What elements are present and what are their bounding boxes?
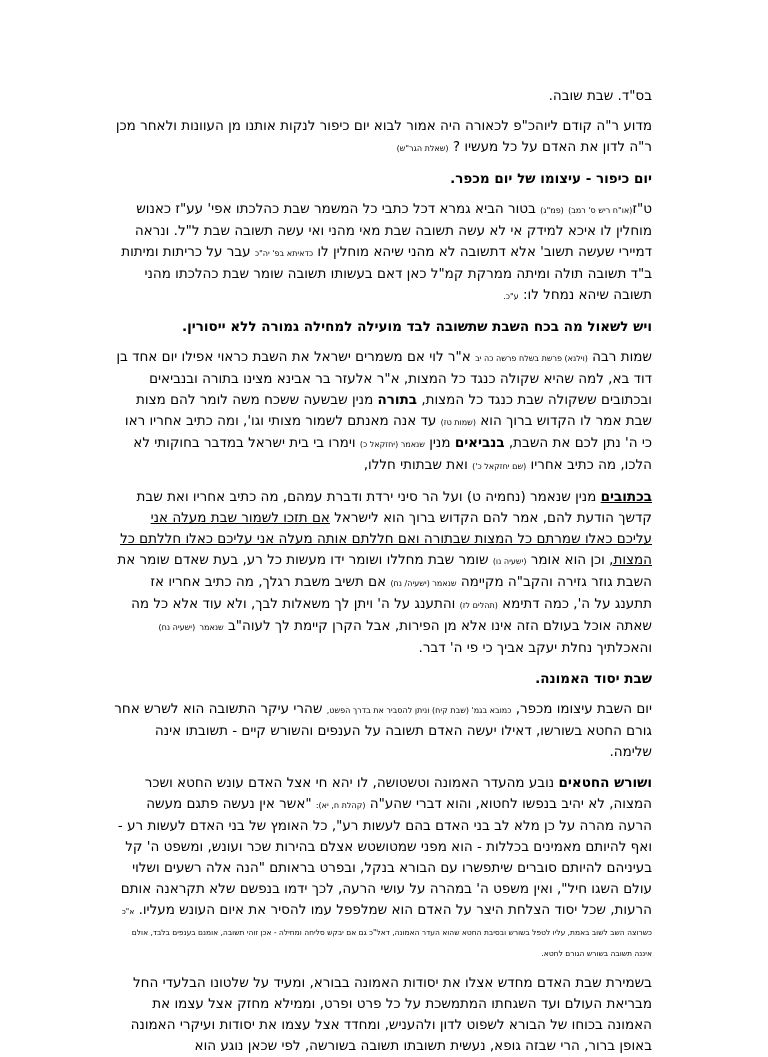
emunah-paragraph [112, 699, 652, 763]
intro-text: מדוע ר"ה קודם ליוהכ"פ לכאורה היה אמור לבוא יום כיפור לנקות אותנו מן העוונות ולאחר מכן ר"ה לדון את האדם על כל מעשיו ? [115, 118, 652, 155]
section-heading-question [112, 317, 652, 338]
shemot-source: (שמות טז) [440, 418, 476, 427]
torah-label: בתורה [377, 392, 418, 408]
shemot-rabbah-source: (וילנא) פרשת בשלח פרשה כה יב [475, 354, 588, 363]
ketuvim-underlined-quote: אם תזכו לשמור שבת מעלה אני עליכם כאלו שמרתם כל המצות שבתורה ואם חללתם אותה מעלה אני עליכם כאלו חללתם כל המצות, [120, 510, 652, 568]
ketuvim-text-3: שומר שבת מחללו ושומר ידו מעשות כל רע, בעת שאדם שומר את השבת גוזר גזירה והקב"ה מקיימה [117, 552, 652, 590]
shemot-rabbah-text-4: מנין [429, 435, 451, 451]
shemot-rabbah-label: שמות רבה [592, 349, 652, 365]
shabbat-source: כמובא בגמ' (שבת קיח) וניתן להסביר את בדרך הפשט, [326, 706, 512, 715]
taz-end: ע"כ. [503, 292, 519, 301]
heading-text: שבת יסוד האמונה. [535, 671, 652, 687]
ketuvim-paragraph [112, 487, 652, 659]
emunah-text-1: יום השבת עיצומו מכפר, [515, 701, 652, 717]
ketuvim-text-2: וכן הוא אומר [530, 552, 605, 568]
tehillim-source: (תהלים לז) [459, 601, 498, 610]
shemot-rabbah-text-2: מנין שבשעה ששכח משה לומר להם מצות שבת אמר לו הקדוש ברוך הוא [136, 392, 652, 429]
shoresh-end-word: מעליו. [138, 902, 175, 918]
ketuvim-label: בכתובים [600, 489, 652, 505]
shemot-rabbah-text-6: ואת שבתותי חללו, [363, 457, 468, 473]
shmirat-shabbat-paragraph [112, 973, 652, 1057]
shoresh-text-1: נובע מהעדר האמונה וטשטושה, לו יהא חי אצל האדם עונש החטא ושכר המצוה, לא יהיב בנפשו לחטוא, והוא דברי שהע"ה [144, 775, 652, 812]
heading-text: יום כיפור - עיצומו של יום מכפר. [450, 171, 652, 187]
yeshayahu-source-3: (ישעיה נח) [158, 623, 196, 632]
shoresh-label: ושורש החטאים [558, 775, 652, 791]
shemot-rabbah-text-3: עד אנה מאנתם לשמור מצותי וגו', ומה כתיב אחריו ראו כי ה' נתן לכם את השבת, [124, 413, 652, 451]
shoresh-note: א"כ כשרוצה השב לשוב באמת, עליו לטפל בשורש ובסיבת החטא שהוא העדר האמונה, דאל"כ גם אם יבקש סליחה ומחילה - אכן זוהי תשובה, אומנם בענפים בלבד, אולם איננה תשובה בשורש הגורם לחטא. [121, 907, 652, 958]
intro-paragraph [112, 116, 652, 159]
taz-source-ref: (או"ח ריש ס' רמב) [568, 206, 633, 215]
yechezkel-source: שנאמר (יחזקאל כ) [359, 440, 425, 449]
shemot-rabbah-paragraph [112, 347, 652, 477]
taz-label: ט"ז [632, 201, 652, 217]
taz-text-2: עבר על כריתות ומיתות ב"ד תשובה תולה ומיתה ממרקת קמ"ל כאן דאם בעשותו תשובה שומר שבת כהלכתו מהני תשובה שיהא נמחל לו: [121, 244, 652, 303]
section-heading-yom-kippur [112, 169, 652, 190]
header-text: בס"ד. שבת שובה. [548, 88, 652, 104]
shoresh-text-2: "אשר אין נעשה פתגם מעשה הרעה מהרה על כן מלא לב בני האדם בהם לעשות רע", כל האומץ של בני האדם לעשות רע - ואף להיותם מאמינים בכללות - הוא מפני שמטושטש אצלם בהירות שכר ועונש, ומשפט ה' קל בעיניהם להיותם סוברים שיתפשרו עם הבורא בנקל, ובפרט בראותם "הנה אלה רשעים ושלוי עולם השגו חיל", ואין משפט ה' במהרה על עושי הרעה, לכך ידמו בנפשם שלא תקראנה אותם הרעות, שכל יסוד הצלחת היצר על האדם הוא שמלפפל עמו להסיר את איום העונש [117, 796, 652, 918]
shemot-rabbah-text-5: וימרו בי בית ישראל במדבר בחוקותי לא הלכו, מה כתיב אחריו [133, 435, 652, 473]
ketuvim-text-4: אם תשיב משבת רגלך, מה כתיב אחריו אז תתענג על ה', כמה דתימא [150, 574, 652, 612]
shmirat-shabbat-text: בשמירת שבת האדם מחדש אצלו את יסודות האמונה בבורא, ומעיד על שלטונו הבלעדי החל מבריאת העולם ועד השגחתו המתמשכת על כל פרט ופרט, וממילא מחזק אצל עצמו את האמונה בכוחו של הבורא לשפוט לדון ולהעניש, ומחדד אצל עצמו את יסודות ועיקרי האמונה באופן ברור, הרי שבזה גופא, נעשית תשובתו תשובה בשורשה, לפי שכאן נוגע הוא [130, 975, 652, 1054]
heading-text: ויש לשאול מה בכח השבת שתשובה לבד מועילה למחילה גמורה ללא ייסורין. [182, 319, 652, 335]
section-heading-emunah [112, 669, 652, 690]
kohelet-source: (קהלת ח, יא): [315, 801, 366, 810]
document-header [112, 86, 652, 107]
pmg-source-ref: (פמ"ג) [540, 206, 564, 215]
yeshayahu-source-2: שנאמר (ישעיה/ נח) [390, 579, 457, 588]
taz-paragraph [112, 199, 652, 307]
shoresh-paragraph [112, 773, 652, 963]
ketuvim-text-1: מנין שנאמר (נחמיה ט) ועל הר סיני ירדת ודברת עמהם, מה כתיב אחריו ואת שבת קדשך הודעת להם, אמר להם הקדוש ברוך הוא לישראל [136, 489, 652, 526]
ketuvim-text-6: והאכלתיך נחלת יעקב אביך כי פי ה' דבר. [418, 640, 652, 656]
taz-text-1: בטור הביא גמרא דכל כתבי כל המשמר שבת כהלכתו אפי' עע"ז כאנוש מוחלין לו איכא למידק אי לא עשה תשובה שבת מאי מהני ואי עשה תשובה שבת ל"ל. ונראה דמיירי שעשה תשוב' אלא דתשובה לא מהני שיהא מוחלין לו [134, 201, 652, 260]
ketuvim-text-5: והתענג על ה' ויתן לך משאלות לבך, ולא עוד אלא כל מה שאתה אוכל בעולם הזה אינו אלא מן הפירות, אבל הקרן קיימת לך לעוה"ב [131, 596, 652, 634]
taz-source-ref-2: כדאיתא בפ' יה"כ [254, 249, 314, 258]
neviim-label: בנביאים [454, 435, 505, 451]
shemot-rabbah-text-1: א"ר לוי אם משמרים ישראל את השבת כראוי אפילו יום אחד בן דוד בא, למה שהיא שקולה כנגד כל המצות, א"ר אלעזר בר אבינא מצינו בתורה ובנביאים ובכתובים ששקולה שבת כנגד כל המצות, [116, 349, 652, 408]
emunah-text-2: שהרי עיקר התשובה הוא לשרש אחר גורם החטא בשורשו, דאילו יעשה האדם תשובה על הענפים והשורש קיים - תשובתו אינה שלימה. [114, 701, 652, 760]
intro-source: (שאלת הגר"ש) [396, 144, 449, 153]
yechezkel-source-2: (שם יחזקאל כ') [472, 462, 527, 471]
yeshayahu-source: (ישעיה נו) [492, 557, 527, 566]
shene-emar-source: שנאמר [199, 623, 224, 632]
